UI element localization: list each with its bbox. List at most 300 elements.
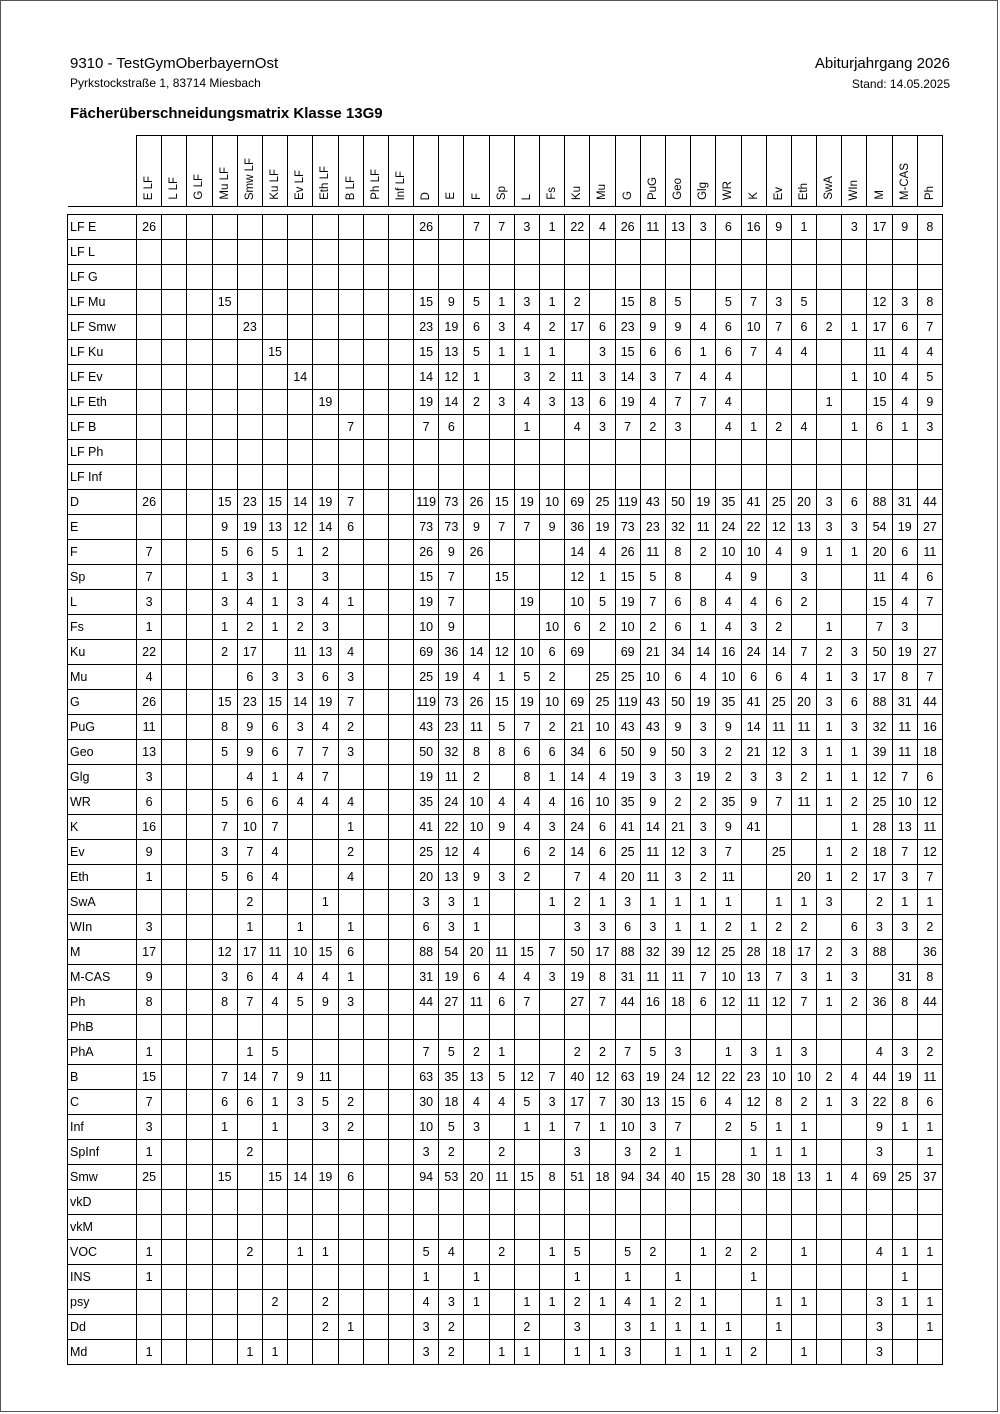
matrix-cell: 1 <box>842 815 867 840</box>
matrix-cell <box>464 1315 489 1340</box>
matrix-cell <box>137 290 162 315</box>
matrix-cell: 3 <box>137 590 162 615</box>
matrix-cell <box>615 1215 640 1240</box>
matrix-cell: 4 <box>514 965 539 990</box>
matrix-cell: 7 <box>464 215 489 240</box>
matrix-cell: 22 <box>716 1065 741 1090</box>
matrix-cell <box>388 515 413 540</box>
matrix-cell <box>363 1240 388 1265</box>
matrix-cell: 3 <box>665 765 690 790</box>
matrix-cell: 9 <box>439 615 464 640</box>
matrix-cell <box>212 415 237 440</box>
matrix-cell <box>917 1015 942 1040</box>
matrix-cell: 2 <box>439 1315 464 1340</box>
matrix-cell: 2 <box>464 390 489 415</box>
matrix-cell: 1 <box>766 1115 791 1140</box>
matrix-cell: 7 <box>892 765 917 790</box>
column-header-label: E LF <box>143 175 156 200</box>
matrix-cell: 12 <box>590 1065 615 1090</box>
matrix-cell: 3 <box>791 740 816 765</box>
matrix-cell <box>414 1015 439 1040</box>
matrix-cell <box>212 365 237 390</box>
matrix-cell: 10 <box>414 615 439 640</box>
matrix-cell <box>489 615 514 640</box>
matrix-cell: 2 <box>338 840 363 865</box>
matrix-cell: 2 <box>716 915 741 940</box>
matrix-cell <box>917 1190 942 1215</box>
matrix-cell <box>137 340 162 365</box>
matrix-cell <box>565 665 590 690</box>
matrix-cell <box>262 240 287 265</box>
matrix-cell: 3 <box>137 915 162 940</box>
column-header <box>665 136 690 207</box>
matrix-cell <box>489 540 514 565</box>
matrix-cell: 19 <box>414 765 439 790</box>
matrix-cell <box>288 1340 313 1365</box>
matrix-cell <box>766 1015 791 1040</box>
matrix-cell: 3 <box>615 1140 640 1165</box>
matrix-cell: 44 <box>917 490 942 515</box>
matrix-cell: 4 <box>640 390 665 415</box>
matrix-cell: 1 <box>590 1115 615 1140</box>
matrix-cell <box>817 815 842 840</box>
table-row <box>68 390 943 415</box>
matrix-cell: 11 <box>791 790 816 815</box>
matrix-cell: 2 <box>439 1140 464 1165</box>
matrix-cell <box>665 1015 690 1040</box>
column-header-label: M-CAS <box>898 162 911 200</box>
matrix-cell <box>414 465 439 490</box>
matrix-cell: 2 <box>640 615 665 640</box>
matrix-cell <box>363 840 388 865</box>
matrix-cell: 2 <box>338 1090 363 1115</box>
matrix-cell: 25 <box>867 790 892 815</box>
matrix-cell <box>137 440 162 465</box>
matrix-cell: 5 <box>640 565 665 590</box>
matrix-cell <box>363 415 388 440</box>
matrix-cell: 8 <box>665 565 690 590</box>
matrix-cell <box>237 440 262 465</box>
matrix-cell: 5 <box>414 1240 439 1265</box>
matrix-cell: 9 <box>640 790 665 815</box>
matrix-cell: 14 <box>288 490 313 515</box>
matrix-cell: 19 <box>414 590 439 615</box>
matrix-cell <box>791 1265 816 1290</box>
matrix-cell: 1 <box>464 365 489 390</box>
matrix-cell: 27 <box>565 990 590 1015</box>
matrix-cell: 2 <box>262 1290 287 1315</box>
matrix-cell <box>363 1340 388 1365</box>
matrix-cell <box>791 615 816 640</box>
matrix-cell: 1 <box>917 1315 942 1340</box>
matrix-cell <box>162 390 187 415</box>
matrix-cell: 8 <box>540 1165 565 1190</box>
matrix-cell: 6 <box>514 740 539 765</box>
matrix-cell <box>867 240 892 265</box>
matrix-cell <box>162 640 187 665</box>
matrix-cell: 9 <box>892 215 917 240</box>
matrix-cell: 15 <box>414 340 439 365</box>
table-row <box>68 1065 943 1090</box>
matrix-cell <box>363 790 388 815</box>
matrix-cell <box>817 365 842 390</box>
matrix-cell <box>338 615 363 640</box>
matrix-cell: 19 <box>313 490 338 515</box>
matrix-cell: 6 <box>237 965 262 990</box>
matrix-cell: 9 <box>464 865 489 890</box>
matrix-cell: 14 <box>288 690 313 715</box>
matrix-cell: 1 <box>817 865 842 890</box>
matrix-cell: 4 <box>867 1040 892 1065</box>
matrix-cell <box>212 240 237 265</box>
matrix-cell <box>867 440 892 465</box>
matrix-cell <box>313 865 338 890</box>
matrix-cell: 1 <box>892 890 917 915</box>
matrix-cell <box>388 440 413 465</box>
matrix-cell <box>313 340 338 365</box>
matrix-cell <box>137 365 162 390</box>
column-header <box>640 136 665 207</box>
matrix-cell <box>388 1115 413 1140</box>
column-header <box>615 136 640 207</box>
matrix-cell: 1 <box>514 415 539 440</box>
matrix-cell: 10 <box>565 590 590 615</box>
matrix-cell: 13 <box>892 815 917 840</box>
matrix-cell: 12 <box>766 740 791 765</box>
matrix-cell <box>388 1215 413 1240</box>
matrix-cell <box>388 1140 413 1165</box>
matrix-cell: 7 <box>917 315 942 340</box>
matrix-cell: 15 <box>313 940 338 965</box>
matrix-cell: 2 <box>741 1240 766 1265</box>
matrix-cell: 39 <box>867 740 892 765</box>
matrix-cell: 63 <box>414 1065 439 1090</box>
matrix-cell: 25 <box>137 1165 162 1190</box>
matrix-cell: 16 <box>716 640 741 665</box>
matrix-cell: 4 <box>716 415 741 440</box>
matrix-cell: 27 <box>917 640 942 665</box>
matrix-cell: 4 <box>464 665 489 690</box>
matrix-cell: 7 <box>590 1090 615 1115</box>
matrix-cell <box>917 1265 942 1290</box>
matrix-cell: 26 <box>137 490 162 515</box>
matrix-cell: 4 <box>439 1240 464 1265</box>
matrix-cell: 1 <box>137 865 162 890</box>
matrix-cell <box>363 265 388 290</box>
matrix-cell: 7 <box>514 515 539 540</box>
matrix-title: Fächerüberschneidungsmatrix Klasse 13G9 <box>70 105 383 122</box>
matrix-cell: 3 <box>489 390 514 415</box>
matrix-cell: 11 <box>262 940 287 965</box>
matrix-cell: 9 <box>489 815 514 840</box>
matrix-cell <box>565 1215 590 1240</box>
matrix-cell: 7 <box>565 865 590 890</box>
column-header <box>313 136 338 207</box>
row-label: LF B <box>68 415 137 440</box>
matrix-cell: 10 <box>741 315 766 340</box>
matrix-cell: 6 <box>716 315 741 340</box>
matrix-cell: 12 <box>766 990 791 1015</box>
matrix-cell: 7 <box>212 1065 237 1090</box>
matrix-cell: 50 <box>414 740 439 765</box>
matrix-cell: 1 <box>262 1115 287 1140</box>
matrix-cell: 10 <box>716 965 741 990</box>
matrix-cell <box>388 790 413 815</box>
abitur-year: Abiturjahrgang 2026 <box>814 55 950 72</box>
matrix-cell <box>212 915 237 940</box>
matrix-cell <box>162 465 187 490</box>
matrix-cell: 19 <box>691 690 716 715</box>
matrix-cell: 50 <box>665 740 690 765</box>
matrix-cell <box>766 1265 791 1290</box>
matrix-cell <box>388 765 413 790</box>
matrix-cell: 3 <box>867 1340 892 1365</box>
matrix-cell: 32 <box>867 715 892 740</box>
matrix-cell: 17 <box>867 215 892 240</box>
matrix-cell: 1 <box>842 415 867 440</box>
matrix-cell: 5 <box>514 665 539 690</box>
matrix-cell: 19 <box>590 515 615 540</box>
column-header <box>464 136 489 207</box>
matrix-cell <box>212 215 237 240</box>
row-label: Md <box>68 1340 137 1365</box>
matrix-cell: 1 <box>791 215 816 240</box>
matrix-cell: 1 <box>741 915 766 940</box>
matrix-cell <box>766 1240 791 1265</box>
matrix-cell: 5 <box>439 1040 464 1065</box>
matrix-cell: 1 <box>237 1340 262 1365</box>
matrix-cell <box>489 1015 514 1040</box>
matrix-cell: 14 <box>288 365 313 390</box>
matrix-cell <box>212 1040 237 1065</box>
matrix-cell <box>867 965 892 990</box>
matrix-cell: 1 <box>514 1290 539 1315</box>
row-label: LF L <box>68 240 137 265</box>
matrix-cell <box>363 690 388 715</box>
matrix-cell: 12 <box>917 840 942 865</box>
matrix-cell: 6 <box>590 315 615 340</box>
matrix-cell <box>817 440 842 465</box>
matrix-cell <box>464 590 489 615</box>
matrix-cell <box>187 1140 212 1165</box>
matrix-cell <box>892 1215 917 1240</box>
matrix-cell: 6 <box>237 865 262 890</box>
matrix-cell: 73 <box>414 515 439 540</box>
matrix-cell: 15 <box>137 1065 162 1090</box>
matrix-cell: 13 <box>741 965 766 990</box>
matrix-cell <box>590 1240 615 1265</box>
matrix-cell: 16 <box>917 715 942 740</box>
matrix-cell <box>237 1190 262 1215</box>
matrix-cell: 3 <box>414 1315 439 1340</box>
matrix-cell: 3 <box>842 940 867 965</box>
matrix-cell <box>288 440 313 465</box>
matrix-cell: 2 <box>917 1040 942 1065</box>
matrix-cell <box>187 790 212 815</box>
matrix-cell: 2 <box>817 640 842 665</box>
matrix-cell: 7 <box>514 715 539 740</box>
matrix-cell <box>817 1115 842 1140</box>
column-header <box>540 136 565 207</box>
matrix-cell: 11 <box>892 715 917 740</box>
matrix-cell: 10 <box>615 615 640 640</box>
column-header-label: M <box>873 190 886 200</box>
matrix-cell <box>262 215 287 240</box>
matrix-cell <box>137 1290 162 1315</box>
matrix-cell <box>137 1315 162 1340</box>
matrix-cell: 17 <box>867 315 892 340</box>
matrix-cell <box>414 265 439 290</box>
matrix-cell <box>363 290 388 315</box>
matrix-cell: 15 <box>212 1165 237 1190</box>
matrix-cell <box>288 890 313 915</box>
matrix-cell: 4 <box>716 390 741 415</box>
matrix-cell: 2 <box>741 1340 766 1365</box>
matrix-cell: 9 <box>464 515 489 540</box>
matrix-cell: 25 <box>590 690 615 715</box>
matrix-cell: 1 <box>313 1240 338 1265</box>
matrix-cell: 15 <box>489 690 514 715</box>
column-header-label: G <box>621 191 634 200</box>
matrix-cell: 7 <box>262 1065 287 1090</box>
column-header-label: L <box>520 193 533 200</box>
matrix-cell <box>212 1315 237 1340</box>
matrix-cell: 9 <box>665 715 690 740</box>
matrix-cell: 35 <box>716 490 741 515</box>
matrix-cell: 6 <box>313 665 338 690</box>
matrix-cell: 4 <box>716 1090 741 1115</box>
matrix-cell <box>338 290 363 315</box>
matrix-cell: 2 <box>439 1340 464 1365</box>
matrix-cell <box>590 440 615 465</box>
matrix-cell <box>842 1190 867 1215</box>
matrix-cell: 7 <box>262 815 287 840</box>
matrix-cell: 1 <box>817 965 842 990</box>
matrix-cell <box>363 340 388 365</box>
matrix-cell <box>187 915 212 940</box>
matrix-cell: 6 <box>716 340 741 365</box>
matrix-cell: 10 <box>590 790 615 815</box>
matrix-cell <box>388 840 413 865</box>
matrix-cell <box>363 465 388 490</box>
matrix-cell: 2 <box>237 615 262 640</box>
matrix-cell: 1 <box>791 1240 816 1265</box>
matrix-cell <box>237 240 262 265</box>
matrix-cell: 4 <box>892 390 917 415</box>
matrix-cell: 1 <box>464 915 489 940</box>
matrix-cell: 1 <box>817 1165 842 1190</box>
column-header-label: Fs <box>546 187 559 200</box>
matrix-cell <box>262 315 287 340</box>
matrix-cell <box>388 490 413 515</box>
matrix-cell: 6 <box>917 765 942 790</box>
matrix-cell: 26 <box>615 215 640 240</box>
matrix-cell: 3 <box>237 565 262 590</box>
matrix-cell: 1 <box>817 390 842 415</box>
matrix-cell: 36 <box>565 515 590 540</box>
matrix-cell <box>489 440 514 465</box>
row-label: WIn <box>68 915 137 940</box>
matrix-cell: 15 <box>262 1165 287 1190</box>
matrix-cell <box>716 1265 741 1290</box>
matrix-cell <box>363 765 388 790</box>
matrix-cell: 2 <box>867 890 892 915</box>
matrix-cell: 10 <box>741 540 766 565</box>
matrix-cell <box>514 1265 539 1290</box>
matrix-cell <box>338 390 363 415</box>
matrix-cell: 6 <box>237 665 262 690</box>
matrix-cell: 10 <box>590 715 615 740</box>
matrix-cell <box>540 1040 565 1065</box>
matrix-cell <box>842 465 867 490</box>
row-label: L <box>68 590 137 615</box>
matrix-cell: 3 <box>212 965 237 990</box>
matrix-cell <box>791 440 816 465</box>
matrix-cell <box>388 990 413 1015</box>
matrix-cell <box>716 1190 741 1215</box>
matrix-cell: 43 <box>640 690 665 715</box>
matrix-cell <box>892 440 917 465</box>
matrix-cell: 6 <box>791 315 816 340</box>
matrix-cell <box>187 215 212 240</box>
matrix-cell <box>288 1265 313 1290</box>
matrix-cell <box>313 215 338 240</box>
matrix-cell: 18 <box>766 1165 791 1190</box>
matrix-cell: 13 <box>640 1090 665 1115</box>
matrix-cell: 73 <box>615 515 640 540</box>
matrix-cell <box>514 1040 539 1065</box>
table-row <box>68 265 943 290</box>
matrix-cell: 6 <box>590 740 615 765</box>
matrix-cell <box>540 1190 565 1215</box>
matrix-cell <box>262 915 287 940</box>
column-header-label: D <box>420 191 433 200</box>
matrix-cell: 2 <box>665 790 690 815</box>
matrix-cell: 11 <box>439 765 464 790</box>
matrix-cell <box>187 840 212 865</box>
matrix-cell: 24 <box>665 1065 690 1090</box>
column-header-label: L LF <box>168 177 181 200</box>
matrix-cell: 7 <box>917 865 942 890</box>
matrix-cell: 41 <box>741 815 766 840</box>
matrix-cell <box>842 1040 867 1065</box>
matrix-cell <box>867 1190 892 1215</box>
matrix-cell: 11 <box>867 340 892 365</box>
matrix-cell: 15 <box>867 590 892 615</box>
matrix-cell: 11 <box>565 365 590 390</box>
matrix-cell: 14 <box>237 1065 262 1090</box>
matrix-cell: 4 <box>237 590 262 615</box>
matrix-cell: 1 <box>817 990 842 1015</box>
matrix-cell <box>514 1240 539 1265</box>
matrix-cell: 8 <box>691 590 716 615</box>
matrix-cell: 9 <box>237 740 262 765</box>
matrix-cell <box>313 440 338 465</box>
row-label: PhB <box>68 1015 137 1040</box>
column-header <box>237 136 262 207</box>
matrix-cell <box>514 565 539 590</box>
matrix-cell: 50 <box>665 690 690 715</box>
row-label: VOC <box>68 1240 137 1265</box>
table-row <box>68 690 943 715</box>
matrix-cell <box>187 1090 212 1115</box>
matrix-cell: 3 <box>917 415 942 440</box>
matrix-cell: 5 <box>439 1115 464 1140</box>
matrix-cell <box>363 715 388 740</box>
matrix-cell: 15 <box>414 290 439 315</box>
matrix-cell <box>162 415 187 440</box>
matrix-cell: 6 <box>338 515 363 540</box>
